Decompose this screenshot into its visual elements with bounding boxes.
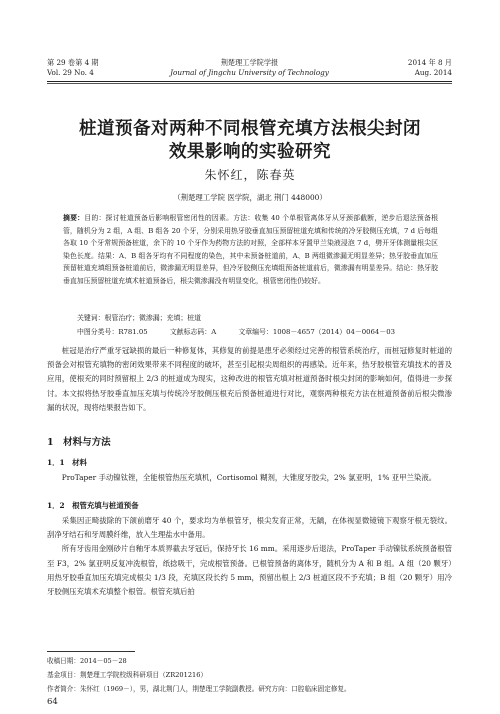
title-line-2: 效果影响的实验研究 <box>169 142 331 162</box>
journal-en: Journal of Jingchu University of Technology <box>170 68 329 77</box>
authors: 朱怀红，陈春英 <box>204 168 296 182</box>
header-rule <box>47 81 452 82</box>
paper-title <box>40 118 460 164</box>
filling-paragraph-1: 采集因正畸拔除的下颌前磨牙 40 个，要求均为单根管牙，根尖发育正常，无龋，在体视显微镜镜下观察牙根无裂纹。刮净牙结石和牙周膜纤维，放入生理盐水中备用。 <box>47 516 452 540</box>
clc-number: 中图分类号：R781.05 <box>77 328 148 336</box>
subsection-heading-materials: 1．1 材料 <box>47 458 87 467</box>
classification-line <box>77 326 438 336</box>
keywords: 关键词：根管治疗；微渗漏；充填；桩道 <box>77 314 202 322</box>
volume-en: Vol. 29 No. 4 <box>47 68 94 77</box>
journal-name <box>47 58 452 78</box>
footnote-received: 收稿日期：2014－05－28 <box>47 657 127 665</box>
footnote-fund: 基金项目：荆楚理工学院校级科研项目（ZR201216） <box>47 671 207 679</box>
abstract-label: 摘要： <box>63 214 85 222</box>
date-en: Aug. 2014 <box>414 68 452 77</box>
intro-paragraph: 桩冠是治疗严重牙冠缺损的最后一种修复体，其修复的前提是患牙必须经过完善的根管系统治疗，而桩冠修复时桩道的预备会对根管充填物的密闭效果带来不同程度的破坏，甚至引起根尖周组织的再感染。近年来，热牙胶根管充填技术的普及应用，使根充的同时预留根上 2/3 的桩道成为现实，这种改进的根管充填对桩道预备时根尖封闭的影响如何，值得进一步探讨。本文拟将热牙胶垂直加压充填与传统冷牙胶侧压根充后预备桩道进行对比，观察两种根充方法在桩道预备前后根尖微渗漏的状况，现将结果报告如下。 <box>47 346 452 412</box>
introduction <box>47 344 452 415</box>
abstract-text: 目的：探讨桩道预备后影响根管密闭性的因素。方法：收集 40 个单根管离体牙从牙颈部截断，逆步后退法预备根管，随机分为 2 组，A 组、B 组各 20 个牙，分别采用热牙胶垂直加压预留桩道充填和传统的冷牙胶侧压充填，7 d 后每组各取 10 个牙常规预备桩道，余下的 10 个牙作为药物方法的对照，全部样本牙置甲兰染液浸泡 7 d，劈开牙体测量根尖区染色长度。结果：A、B 组各牙均有不同程度的染色，其中未预备桩道前，A、B 两组微渗漏无明显差异；热牙胶垂直加压预留桩道充填组预备桩道前后，微渗漏无明显差异，但冷牙胶侧压充填组预备桩道前后，微渗漏有明显差异。结论：热牙胶垂直加压预留桩道充填术桩道预备后，根尖微渗漏没有明显变化，根管密闭性仍较好。 <box>63 214 438 285</box>
materials-section <box>47 471 452 485</box>
materials-paragraph: ProTaper 手动镍钛锉，全能根管热压充填机，Cortisomol 糊剂，大锥度牙胶尖，2% 氯亚明，1% 亚甲兰染液。 <box>61 473 437 482</box>
date-cn: 2014 年 8 月 <box>407 58 452 67</box>
header-rule-thin <box>47 83 452 84</box>
abstract <box>63 212 438 287</box>
journal-cn: 荆楚理工学院学报 <box>220 58 279 67</box>
footnote-author: 作者简介：朱怀红（1969－），男，湖北荆门人，荆楚理工学院副教授。研究方向：口腔临床固定修复。 <box>47 685 351 693</box>
issue-date <box>408 58 452 78</box>
filling-section <box>47 514 452 599</box>
affiliation: （荆楚理工学院 医学院，湖北 荆门 448000） <box>173 193 327 202</box>
document-code: 文献标志码：A <box>169 328 217 336</box>
volume-cn: 第 29 卷第 4 期 <box>47 58 99 67</box>
footnote-rule <box>47 651 135 652</box>
filling-paragraph-2: 所有牙齿用金刚砂片自釉牙本质界截去牙冠后，保持牙长 16 mm。采用逐步后退法，ProTaper 手动镍钛系统预备根管至 F3，2% 氯亚明反复冲洗根管，纸捻吸干，完成根管预备。已根管预备的离体牙，随机分为 A 和 B 组。A 组（20 颗牙）用热牙胶垂直加压充填完成根尖 1/3 段，充填区段长约 5 mm，预留出根上 2/3 桩道区段不予充填；B 组（20 颗牙）用冷牙胶侧压充填术充填整个根管。根管充填后拍 <box>47 544 452 597</box>
subsection-heading-filling: 1．2 根管充填与桩道预备 <box>47 501 139 510</box>
article-number: 文章编号：1008－4657（2014）04－0064－03 <box>238 328 395 336</box>
page-number: 64 <box>47 697 58 707</box>
title-line-1: 桩道预备对两种不同根管充填方法根尖封闭 <box>79 119 421 139</box>
section-heading-materials-methods: 1 材料与方法 <box>47 437 111 448</box>
